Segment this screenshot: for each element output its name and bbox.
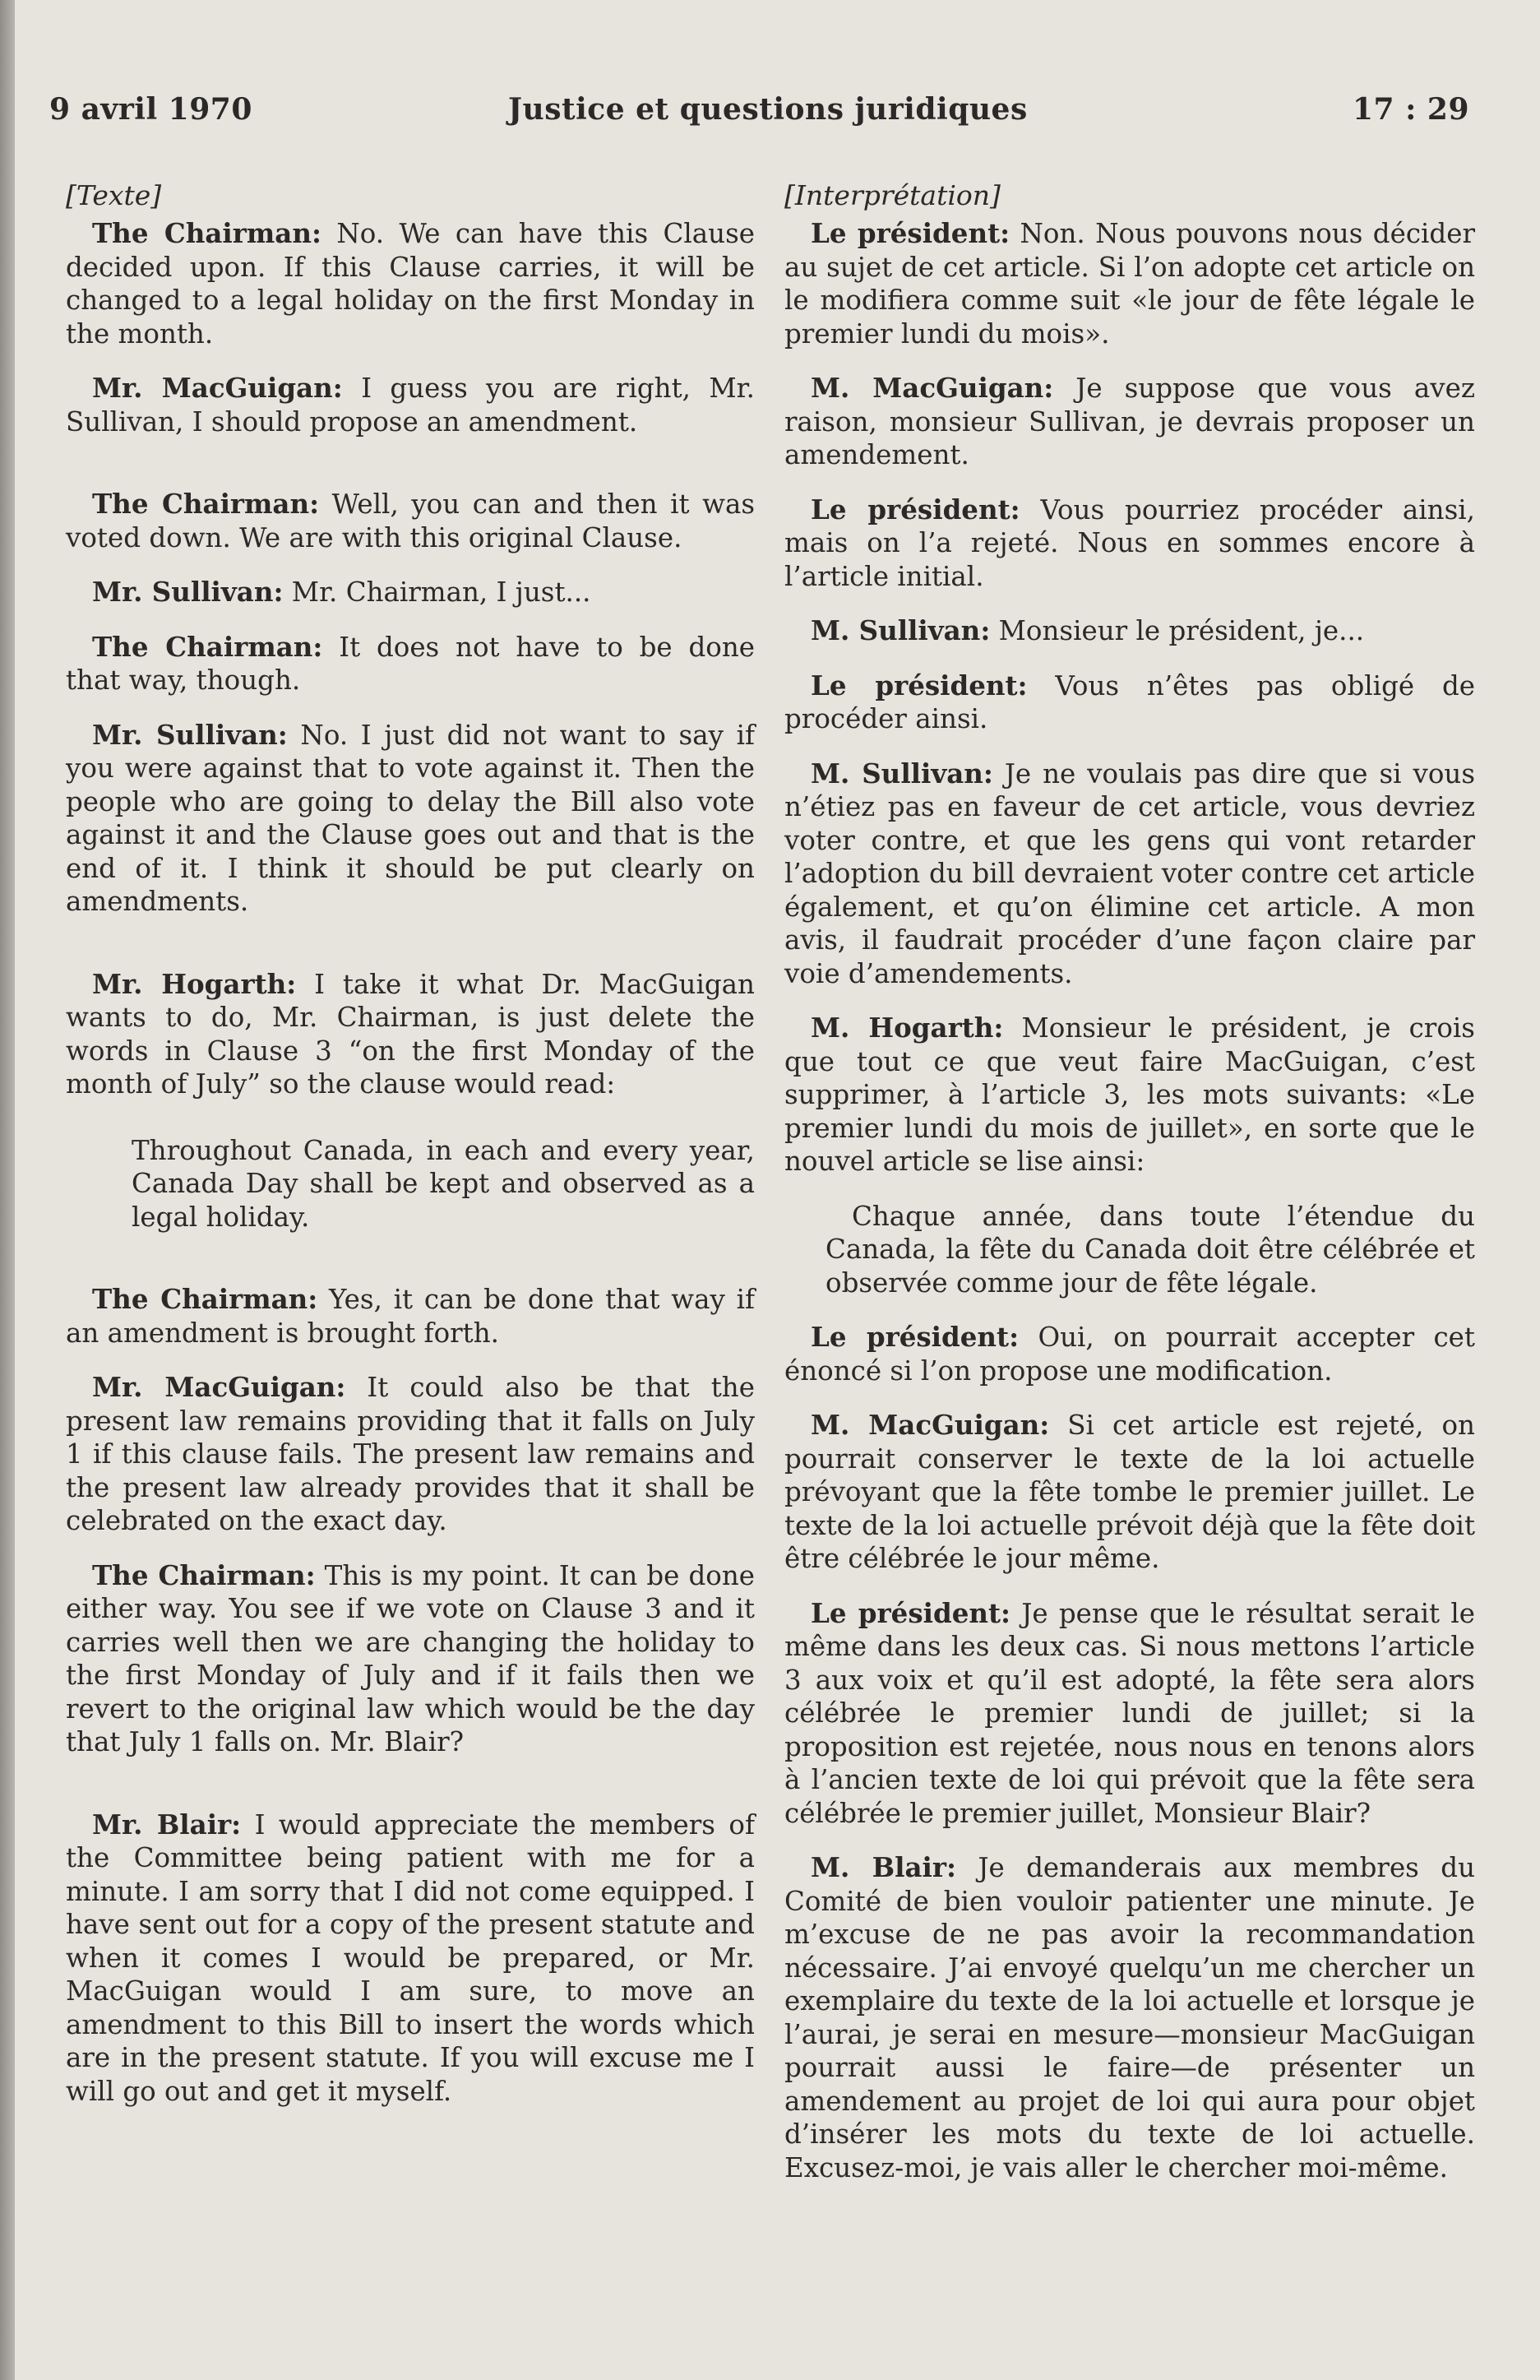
paragraph-text: Si cet article est rejeté, on pourrait conserver le texte de la loi actuelle prévoyant que la fête tombe le premier juillet. Le texte de la loi actuelle prévoit déjà que la fête doit être célébrée le jour même. — [784, 1410, 1475, 1574]
paragraph — [66, 1283, 755, 1350]
speaker-name: M. Blair: — [811, 1851, 957, 1883]
speaker-name: M. Sullivan: — [811, 757, 993, 789]
paragraph — [784, 493, 1475, 594]
paragraph — [66, 576, 755, 609]
paragraph — [784, 757, 1475, 991]
paragraph-text: Non. Nous pouvons nous décider au sujet de cet article. Si l’on adopte cet article on le modifiera comme suit «le jour de fête légale le premier lundi du mois». — [784, 218, 1475, 350]
speaker-name: The Chairman: — [92, 488, 320, 520]
paragraph-text: I take it what Dr. MacGuigan wants to do, Mr. Chairman, is just delete the words in Clause 3 “on the first Monday of the month of July” so the clause would read: — [66, 968, 755, 1100]
speaker-name: M. MacGuigan: — [811, 372, 1054, 404]
paragraph — [66, 488, 755, 554]
page-number: 17 : 29 — [1352, 92, 1469, 127]
paragraph — [784, 1851, 1475, 2184]
paragraph — [784, 1321, 1475, 1387]
paragraph-text: Monsieur le président, je crois que tout ce que veut faire MacGuigan, c’est supprimer, à l’article 3, les mots suivants: «Le premier lundi du mois de juillet», en sorte que le nouvel article se lise ainsi: — [784, 1012, 1475, 1177]
paragraph-text: I guess you are right, Mr. Sullivan, I should propose an amendment. — [66, 373, 755, 438]
speaker-name: M. MacGuigan: — [811, 1409, 1050, 1441]
paragraph — [784, 1409, 1475, 1576]
paragraph-text: Oui, on pourrait accepter cet énoncé si l’on propose une modification. — [784, 1322, 1475, 1387]
paragraph-text: It does not have to be done that way, though. — [66, 631, 756, 696]
speaker-name: Mr. MacGuigan: — [92, 372, 343, 404]
paragraph — [784, 372, 1475, 472]
speaker-name: Le président: — [811, 1321, 1020, 1353]
speaker-name: The Chairman: — [92, 217, 321, 249]
speaker-name: Mr. Sullivan: — [92, 576, 284, 608]
paragraph — [66, 631, 755, 697]
paragraph-text: Yes, it can be done that way if an amendment is brought forth. — [66, 1284, 755, 1349]
french-column — [775, 179, 1475, 2206]
speaker-name: Mr. Blair: — [92, 1808, 242, 1841]
paragraph — [66, 1559, 755, 1759]
speaker-name: Mr. Hogarth: — [92, 967, 297, 1000]
paragraph-text: No. We can have this Clause decided upon. If this Clause carries, it will be changed to a legal holiday on the first Monday in the month. — [66, 218, 755, 350]
paragraph-text: Vous n’êtes pas obligé de procéder ainsi. — [784, 669, 1475, 734]
speaker-name: M. Sullivan: — [811, 614, 991, 646]
paragraph — [784, 1012, 1475, 1178]
speaker-name: Le président: — [811, 669, 1028, 701]
speaker-name: The Chairman: — [92, 630, 323, 663]
paragraph-text: Je pense que le résultat serait le même dans les deux cas. Si nous mettons l’article 3 aux voix et qu’il est adopté, la fête sera alors célébrée le premier lundi de juillet; si la proposition est rejetée, nous nous en tenons alors à l’ancien texte de loi qui prévoit que la fête sera célébrée le premier juillet, Monsieur Blair? — [784, 1597, 1475, 1829]
paragraph — [66, 217, 755, 350]
block-quote: Chaque année, dans toute l’étendue du Canada, la fête du Canada doit être célébrée et observée comme jour de fête légale. — [825, 1200, 1475, 1299]
paragraph — [66, 1371, 755, 1538]
paragraph-text: Well, you can and then it was voted down. We are with this original Clause. — [66, 489, 755, 553]
speaker-name: Mr. Sullivan: — [92, 718, 288, 751]
speaker-name: Le président: — [811, 217, 1010, 249]
paragraph-text: Mr. Chairman, I just... — [291, 576, 591, 608]
paragraph — [784, 217, 1475, 350]
document-page — [15, 0, 1540, 2380]
paragraph — [784, 1597, 1475, 1831]
paragraph-text: Je demanderais aux membres du Comité de bien vouloir patienter une minute. Je m’excuse de ne pas avoir la recommandation nécessaire. J’ai envoyé quelqu’un me chercher un exemplaire du texte de la loi actuelle et lorsque je l’aurai, je serai en mesure—monsieur MacGuigan pourrait aussi le faire—de présenter un amendement au projet de loi qui aura pour objet d’insérer les mots du texte de loi actuelle. Excusez-moi, je vais aller le chercher moi-même. — [784, 1852, 1475, 2183]
english-column — [56, 179, 755, 2129]
paragraph — [66, 372, 755, 438]
speaker-name: Le président: — [811, 1596, 1011, 1629]
paragraph-text: Je suppose que vous avez raison, monsieur Sullivan, je devrais proposer un amendement. — [784, 373, 1475, 470]
section-tag-texte: [Texte] — [66, 179, 162, 211]
paragraph — [784, 614, 1475, 648]
paragraph — [66, 719, 755, 919]
speaker-name: The Chairman: — [92, 1558, 316, 1591]
book-binding-edge — [0, 0, 15, 2380]
paragraph-text: This is my point. It can be done either way. You see if we vote on Clause 3 and it carries well then we are changing the holiday to the first Monday of July and if it fails then we revert to the original law which would be the day that July 1 falls on. Mr. Blair? — [66, 1559, 755, 1757]
paragraph — [66, 1808, 755, 2109]
speaker-name: M. Hogarth: — [811, 1012, 1004, 1044]
speaker-name: Mr. MacGuigan: — [92, 1371, 346, 1403]
speaker-name: Le président: — [811, 493, 1020, 526]
block-quote: Throughout Canada, in each and every year, Canada Day shall be kept and observed as a legal holiday. — [132, 1134, 755, 1233]
page-header — [15, 92, 1540, 141]
paragraph-text: Je ne voulais pas dire que si vous n’étiez pas en faveur de cet article, vous devriez voter contre, et que les gens qui vont retarder l’adoption du bill devraient voter contre cet article également, et qu’on élimine cet article. A mon avis, il faudrait procéder d’une façon claire par voie d’amendements. — [784, 757, 1475, 989]
paragraph-text: I would appreciate the members of the Committee being patient with me for a minute. I am sorry that I did not come equipped. I have sent out for a copy of the present statute and when it comes I would be prepared, or Mr. MacGuigan would I am sure, to move an amendment to this Bill to insert the words which are in the present statute. If you will excuse me I will go out and get it myself. — [66, 1808, 755, 2107]
header-title: Justice et questions juridiques — [508, 92, 1028, 127]
paragraph-text: Vous pourriez procéder ainsi, mais on l’a rejeté. Nous en sommes encore à l’article initial. — [784, 493, 1475, 592]
header-date: 9 avril 1970 — [49, 92, 252, 127]
paragraph — [66, 968, 755, 1101]
paragraph-text: Monsieur le président, je... — [998, 615, 1365, 646]
speaker-name: The Chairman: — [92, 1283, 318, 1315]
section-tag-interpretation: [Interprétation] — [784, 179, 1001, 211]
paragraph-text: No. I just did not want to say if you were against that to vote against it. Then the people who are going to delay the Bill also vote against it and the Clause goes out and that is the end of it. I think it should be put clearly on amendments. — [66, 719, 755, 917]
paragraph-text: It could also be that the present law remains providing that it falls on July 1 if this clause fails. The present law remains and the present law already provides that it shall be celebrated on the exact day. — [66, 1372, 755, 1536]
paragraph — [784, 669, 1475, 736]
